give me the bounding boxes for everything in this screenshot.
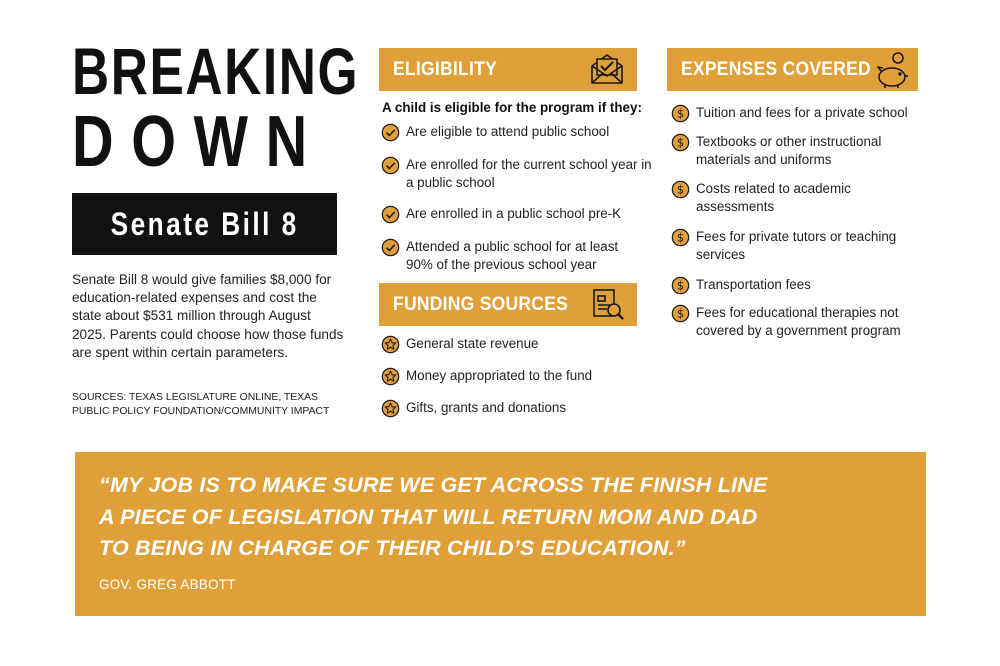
quote-box — [75, 452, 926, 616]
check-circle-icon — [381, 238, 400, 257]
eligibility-heading: ELIGIBILITY — [393, 58, 498, 80]
eligibility-item: Are enrolled for the current school year in a public school — [381, 156, 656, 192]
eligibility-item: Are enrolled in a public school pre-K — [381, 205, 651, 224]
dollar-coin-icon — [671, 180, 690, 199]
svg-text:$: $ — [676, 106, 685, 121]
expenses-item: $ Transportation fees — [671, 276, 916, 295]
title-down: DOWN — [72, 102, 325, 182]
svg-text:$: $ — [676, 306, 685, 321]
star-circle-icon — [381, 399, 400, 418]
dollar-coin-icon — [671, 133, 690, 152]
svg-text:$: $ — [676, 182, 685, 197]
quote-text: “MY JOB IS TO MAKE SURE WE GET ACROSS THE FINISH LINE A PIECE OF LEGISLATION THAT WILL RETURN MOM AND DAD TO BEING IN CHARGE OF THEIR CHILD’S EDUCATION.” — [99, 473, 768, 560]
dollar-coin-icon — [671, 228, 690, 247]
expenses-item: $ Tuition and fees for a private school — [671, 104, 931, 123]
star-circle-icon — [381, 367, 400, 386]
eligibility-lead: A child is eligible for the program if they: — [382, 100, 642, 115]
quote-attribution: GOV. GREG ABBOTT — [99, 577, 236, 592]
dollar-coin-icon — [671, 304, 690, 323]
funding-header — [379, 283, 637, 326]
check-circle-icon — [381, 123, 400, 142]
funding-heading: FUNDING SOURCES — [393, 293, 569, 315]
document-magnifier-icon — [591, 287, 625, 328]
eligibility-item: Attended a public school for at least 90% of the previous school year — [381, 238, 646, 274]
svg-text:$: $ — [676, 135, 685, 150]
expenses-item: $ Costs related to academic assessments — [671, 180, 901, 216]
check-circle-icon — [381, 205, 400, 224]
bill-title-box — [72, 193, 337, 255]
dollar-coin-icon — [671, 104, 690, 123]
expenses-header — [667, 48, 918, 91]
check-circle-icon — [381, 156, 400, 175]
expenses-item: $ Fees for private tutors or teaching services — [671, 228, 916, 264]
dollar-coin-icon — [671, 276, 690, 295]
expenses-heading: EXPENSES COVERED — [681, 58, 871, 80]
intro-paragraph: Senate Bill 8 would give families $8,000 for education-related expenses and cost the state about $531 million through August 2025. Parents could choose how those funds are spent within certain parameters. — [72, 272, 344, 360]
eligibility-header — [379, 48, 637, 91]
envelope-check-icon — [589, 52, 625, 91]
piggy-bank-icon — [872, 50, 912, 95]
bill-title: Senate Bill 8 — [110, 205, 299, 242]
svg-text:$: $ — [676, 230, 685, 245]
title-breaking: BREAKING — [72, 34, 360, 108]
funding-item: General state revenue — [381, 335, 641, 354]
expenses-item: $ Fees for educational therapies not covered by a government program — [671, 304, 921, 340]
funding-item: Gifts, grants and donations — [381, 399, 641, 418]
funding-item: Money appropriated to the fund — [381, 367, 641, 386]
expenses-item: $ Textbooks or other instructional materials and uniforms — [671, 133, 916, 169]
svg-text:$: $ — [676, 278, 685, 293]
sources-note: SOURCES: TEXAS LEGISLATURE ONLINE, TEXAS PUBLIC POLICY FOUNDATION/COMMUNITY IMPACT — [72, 392, 330, 417]
star-circle-icon — [381, 335, 400, 354]
eligibility-item: Are eligible to attend public school — [381, 123, 651, 142]
